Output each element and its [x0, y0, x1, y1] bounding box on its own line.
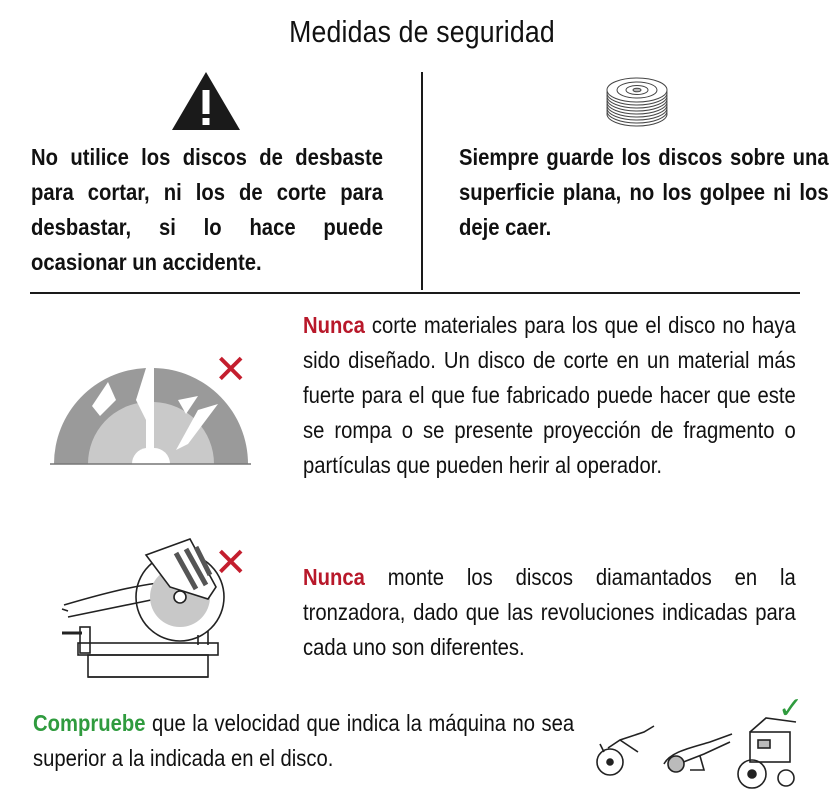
- never-mark-1: ✕: [214, 348, 248, 392]
- cutoff-saw-icon: [58, 535, 228, 693]
- never-keyword-2: Nunca: [303, 564, 365, 590]
- block-right-text: Siempre guarde los discos sobre una superficie plana, no los golpee ni los deje caer.: [459, 144, 829, 240]
- check-mark: ✓: [778, 692, 804, 725]
- horizontal-divider: [30, 292, 800, 294]
- never-keyword-1: Nunca: [303, 312, 365, 338]
- large-grinder-icon: [660, 728, 736, 776]
- check-keyword: Compruebe: [33, 710, 146, 736]
- angle-grinder-icon: [594, 722, 658, 778]
- warning-triangle-icon: [170, 70, 242, 132]
- disc-stack-icon: [604, 70, 670, 130]
- never-body-1: corte materiales para los que el disco no haya sido diseñado. Un disco de corte en un material más fuerte para el que fue fabricado puede hacer que este se rompa o se presente proyección de fragmento o partículas que pueden herir al operador.: [303, 312, 796, 478]
- page-title: Medidas de seguridad: [289, 14, 555, 49]
- block-never-2-text: [303, 560, 796, 665]
- check-body: que la velocidad que indica la máquina no sea superior a la indicada en el disco.: [33, 710, 575, 771]
- block-check-text: [33, 706, 574, 776]
- block-left-text: No utilice los discos de desbaste para cortar, ni los de corte para desbastar, si lo hace puede ocasionar un accidente.: [31, 144, 383, 275]
- never-body-2: monte los discos diamantados en la tronzadora, dado que las revoluciones indicadas para cada uno son diferentes.: [303, 564, 796, 660]
- never-mark-2: ✕: [214, 541, 248, 585]
- block-never-1-text: [303, 308, 796, 483]
- vertical-divider: [421, 72, 423, 290]
